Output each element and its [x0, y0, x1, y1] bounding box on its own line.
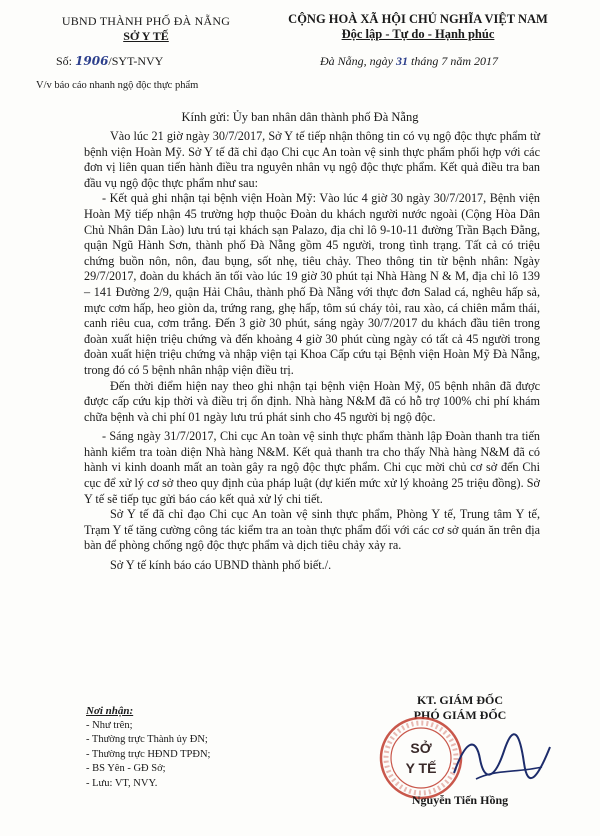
body-paragraph-5: Sở Y tế đã chỉ đạo Chi cục An toàn vệ sinh thực phẩm, Phòng Y tế, Trung tâm Y tế, Trạm Y tế tăng cường công tác kiểm tra an toàn thực phẩm đối với các cơ sở quán ăn trên địa bàn để phòng chống ngộ độc thực phẩm và dịch tiêu chảy xảy ra. — [84, 507, 540, 553]
document-number — [56, 54, 163, 69]
org-line-1: UBND THÀNH PHỐ ĐÀ NẴNG — [61, 14, 231, 28]
seal-text-top: SỞ — [410, 740, 432, 756]
body-paragraph-3: Đến thời điểm hiện nay theo ghi nhận tại bệnh viện Hoàn Mỹ, 05 bệnh nhân đã được được cấp cứu kịp thời và điều trị ổn định. Nhà hàng N&M đã có hỗ trợ 100% chi phí khám chữa bệnh và chi phí 01 ngày lưu trú phát sinh cho 45 người bị ngộ độc. — [84, 378, 540, 424]
body-paragraph-6: Sở Y tế kính báo cáo UBND thành phố biết./. — [110, 558, 332, 573]
national-motto — [258, 12, 578, 42]
signature-block — [360, 693, 560, 807]
recipient-line: Kính gửi: Ủy ban nhân dân thành phố Đà Nẵng — [181, 110, 419, 124]
nation-line-2: Độc lập - Tự do - Hạnh phúc — [341, 27, 495, 41]
signer-title-2: PHÓ GIÁM ĐỐC — [413, 708, 507, 722]
signer-title-1: KT. GIÁM ĐỐC — [416, 693, 504, 707]
place-prefix: Đà Nẵng, ngày — [320, 54, 393, 68]
doc-no-suffix: /SYT-NVY — [108, 54, 164, 68]
receiver-item: - Như trên; — [86, 719, 133, 731]
receiver-item: - Lưu: VT, NVY. — [86, 777, 158, 789]
document-body — [84, 129, 540, 574]
place-suffix: tháng 7 năm 2017 — [411, 54, 498, 68]
issuing-organization — [46, 14, 246, 44]
seal-text-bottom: Y TẾ — [405, 760, 437, 776]
body-paragraph-1: Vào lúc 21 giờ ngày 30/7/2017, Sở Y tế tiếp nhận thông tin có vụ ngộ độc thực phẩm từ bệnh viện Hoàn Mỹ. Sở Y tế đã chỉ đạo Chi cục An toàn vệ sinh thực phẩm phối hợp với các đơn vị liên quan tiến hành điều tra nguyên nhân vụ ngộ độc thực phẩm. Kết quả điều tra ban đầu vụ ngộ độc thực phẩm như sau: — [84, 129, 540, 190]
document-subject: V/v báo cáo nhanh ngộ độc thực phẩm — [36, 80, 199, 91]
receivers-title: Nơi nhận: — [86, 705, 134, 717]
handwritten-signature-icon — [446, 729, 556, 789]
org-line-2: SỞ Y TẾ — [123, 29, 169, 43]
place-day: 31 — [396, 54, 408, 68]
receivers-block — [86, 704, 210, 791]
receiver-item: - Thường trực Thành ủy ĐN; — [86, 734, 208, 745]
receiver-item: - Thường trực HĐND TPĐN; — [86, 748, 211, 760]
signer-name: Nguyễn Tiến Hồng — [411, 793, 509, 807]
nation-line-1: CỘNG HOÀ XÃ HỘI CHỦ NGHĨA VIỆT NAM — [288, 12, 548, 26]
body-paragraph-2: - Kết quả ghi nhận tại bệnh viện Hoàn Mỹ: Vào lúc 4 giờ 30 ngày 30/7/2017, Bệnh viện Hoàn Mỹ tiếp nhận 45 trường hợp thuộc Đoàn du khách người nước ngoài (Cộng Hòa Dân Chủ Nhân Dân Lào) lưu trú tại khách sạn Palazo, địa chỉ lô 9-10-11 đường Trần Bạch Đằng, quận Ngũ Hành Sơn, thành phố Đà Nẵng gồm 45 người, trong tình trạng. Tất cả có triệu chứng buồn nôn, nôn, đau bụng, sốt nhẹ, tiêu chảy. Theo thông tin từ bệnh nhân: Ngày 29/7/2017, đoàn du khách ăn tối vào lúc 19 giờ 30 phút tại Nhà Hàng N & M, địa chỉ lô 139 – 141 Đường 2/9, quận Hải Châu, thành phố Đà Nẵng với thực đơn Salad cá, nghêu hấp sả, mực cơm hấp, heo giòn da, trứng rang, ghẹ hấp, tôm sú cháy tỏi, rau xào, cá chiên mắm thái, canh riêu cua, cơm trắng. Đến 3 giờ 30 phút, sáng ngày 30/7/2017 du khách đầu tiên trong đoàn xuất hiện triệu chứng và đến khoảng 4 giờ 30 phút cùng ngày có tất cả 45 người trong đoàn xuất hiện triệu chứng và nhập viện tại Khoa Cấp cứu tại Bệnh viện Hoàn Mỹ Đà Nẵng, trong đó có 5 bệnh nhân nhập viện điều trị. — [84, 191, 540, 377]
doc-no-number: 1906 — [75, 54, 109, 68]
receiver-item: - BS Yên - GĐ Sở; — [86, 763, 166, 774]
body-paragraph-4: - Sáng ngày 31/7/2017, Chi cục An toàn vệ sinh thực phẩm thành lập Đoàn thanh tra tiến hành kiểm tra toàn diện Nhà hàng N&M. Kết quả thanh tra cho thấy Nhà hàng N&M đã có hành vi kinh doanh mất an toàn gây ra ngộ độc thực phẩm. Chi cục mời chủ cơ sở đến Chi cục để xử lý cơ sở theo quy định của pháp luật (dự kiến mức xử lý khoảng 25 triệu đồng). Sở Y tế sẽ tiếp tục gửi báo cáo kết quả xử lý chi tiết. — [84, 429, 540, 506]
doc-no-prefix: Số: — [56, 54, 73, 68]
place-date — [320, 54, 498, 69]
